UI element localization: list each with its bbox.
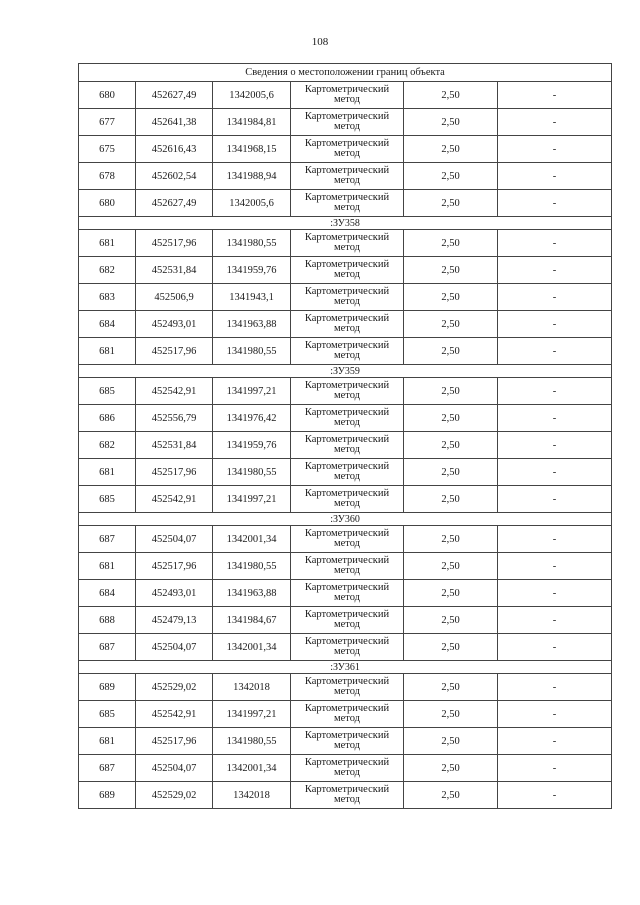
point-number-cell: 683 <box>79 284 136 311</box>
table-row <box>79 674 612 701</box>
table-row <box>79 136 612 163</box>
x-coordinate-cell: 452529,02 <box>136 782 213 809</box>
table-row <box>79 701 612 728</box>
table-title: Сведения о местоположении границ объекта <box>79 64 612 82</box>
note-cell: - <box>498 82 612 109</box>
note-cell: - <box>498 136 612 163</box>
x-coordinate-cell: 452616,43 <box>136 136 213 163</box>
y-coordinate-cell: 1341997,21 <box>213 486 291 513</box>
point-number-cell: 689 <box>79 674 136 701</box>
table-row <box>79 163 612 190</box>
page-number: 108 <box>311 36 329 48</box>
method-line-1: Картометрический <box>304 703 390 714</box>
point-number-cell: 687 <box>79 634 136 661</box>
note-cell: - <box>498 230 612 257</box>
accuracy-cell: 2,50 <box>404 82 498 109</box>
method-cell <box>291 338 404 365</box>
y-coordinate-cell: 1341968,15 <box>213 136 291 163</box>
point-number-cell: 677 <box>79 109 136 136</box>
table-row <box>79 378 612 405</box>
note-cell: - <box>498 607 612 634</box>
method-cell <box>291 634 404 661</box>
section-label: :ЗУ361 <box>79 661 612 674</box>
y-coordinate-cell: 1341959,76 <box>213 432 291 459</box>
note-cell: - <box>498 486 612 513</box>
x-coordinate-cell: 452531,84 <box>136 257 213 284</box>
method-line-1: Картометрический <box>304 434 390 445</box>
point-number-cell: 689 <box>79 782 136 809</box>
point-number-cell: 681 <box>79 230 136 257</box>
note-cell: - <box>498 728 612 755</box>
y-coordinate-cell: 1341963,88 <box>213 311 291 338</box>
point-number-cell: 688 <box>79 607 136 634</box>
method-line-1: Картометрический <box>304 380 390 391</box>
method-line-1: Картометрический <box>304 111 390 122</box>
x-coordinate-cell: 452602,54 <box>136 163 213 190</box>
table-row <box>79 553 612 580</box>
method-line-2: метод <box>333 148 361 159</box>
y-coordinate-cell: 1342001,34 <box>213 755 291 782</box>
x-coordinate-cell: 452504,07 <box>136 526 213 553</box>
note-cell: - <box>498 257 612 284</box>
method-cell <box>291 553 404 580</box>
method-cell <box>291 311 404 338</box>
y-coordinate-cell: 1341976,42 <box>213 405 291 432</box>
method-line-2: метод <box>333 767 361 778</box>
table-row <box>79 728 612 755</box>
accuracy-cell: 2,50 <box>404 163 498 190</box>
method-cell <box>291 284 404 311</box>
note-cell: - <box>498 432 612 459</box>
method-cell <box>291 486 404 513</box>
method-line-2: метод <box>333 471 361 482</box>
accuracy-cell: 2,50 <box>404 553 498 580</box>
y-coordinate-cell: 1341997,21 <box>213 701 291 728</box>
accuracy-cell: 2,50 <box>404 607 498 634</box>
note-cell: - <box>498 405 612 432</box>
note-cell: - <box>498 338 612 365</box>
method-cell <box>291 432 404 459</box>
table-row <box>79 634 612 661</box>
y-coordinate-cell: 1341997,21 <box>213 378 291 405</box>
x-coordinate-cell: 452627,49 <box>136 190 213 217</box>
accuracy-cell: 2,50 <box>404 459 498 486</box>
method-cell <box>291 109 404 136</box>
x-coordinate-cell: 452542,91 <box>136 486 213 513</box>
method-cell <box>291 459 404 486</box>
accuracy-cell: 2,50 <box>404 405 498 432</box>
method-line-2: метод <box>333 565 361 576</box>
method-line-2: метод <box>333 269 361 280</box>
note-cell: - <box>498 526 612 553</box>
method-line-1: Картометрический <box>304 192 390 203</box>
x-coordinate-cell: 452627,49 <box>136 82 213 109</box>
note-cell: - <box>498 459 612 486</box>
point-number-cell: 678 <box>79 163 136 190</box>
point-number-cell: 684 <box>79 311 136 338</box>
accuracy-cell: 2,50 <box>404 580 498 607</box>
method-line-1: Картометрический <box>304 138 390 149</box>
method-line-1: Картометрический <box>304 676 390 687</box>
section-row <box>79 661 612 674</box>
method-line-2: метод <box>333 686 361 697</box>
point-number-cell: 685 <box>79 701 136 728</box>
method-line-1: Картометрический <box>304 259 390 270</box>
table-row <box>79 284 612 311</box>
section-row <box>79 365 612 378</box>
x-coordinate-cell: 452542,91 <box>136 378 213 405</box>
method-line-2: метод <box>333 619 361 630</box>
x-coordinate-cell: 452529,02 <box>136 674 213 701</box>
accuracy-cell: 2,50 <box>404 526 498 553</box>
table-header-row <box>79 64 612 82</box>
accuracy-cell: 2,50 <box>404 755 498 782</box>
note-cell: - <box>498 190 612 217</box>
x-coordinate-cell: 452531,84 <box>136 432 213 459</box>
table-body <box>79 64 612 809</box>
table-row <box>79 755 612 782</box>
method-cell <box>291 82 404 109</box>
point-number-cell: 684 <box>79 580 136 607</box>
note-cell: - <box>498 378 612 405</box>
method-cell <box>291 674 404 701</box>
y-coordinate-cell: 1341984,81 <box>213 109 291 136</box>
x-coordinate-cell: 452517,96 <box>136 338 213 365</box>
table-row <box>79 459 612 486</box>
y-coordinate-cell: 1341988,94 <box>213 163 291 190</box>
method-cell <box>291 257 404 284</box>
method-cell <box>291 163 404 190</box>
x-coordinate-cell: 452493,01 <box>136 580 213 607</box>
note-cell: - <box>498 634 612 661</box>
method-cell <box>291 701 404 728</box>
note-cell: - <box>498 284 612 311</box>
section-row <box>79 513 612 526</box>
method-line-2: метод <box>333 592 361 603</box>
y-coordinate-cell: 1341984,67 <box>213 607 291 634</box>
method-cell <box>291 405 404 432</box>
method-line-2: метод <box>333 202 361 213</box>
method-line-1: Картометрический <box>304 730 390 741</box>
table-row <box>79 580 612 607</box>
method-line-1: Картометрический <box>304 582 390 593</box>
table-row <box>79 109 612 136</box>
x-coordinate-cell: 452517,96 <box>136 728 213 755</box>
method-line-2: метод <box>333 390 361 401</box>
method-line-2: метод <box>333 794 361 805</box>
method-line-2: метод <box>333 350 361 361</box>
method-line-2: метод <box>333 538 361 549</box>
boundary-coordinates-table <box>78 63 612 809</box>
y-coordinate-cell: 1342001,34 <box>213 634 291 661</box>
x-coordinate-cell: 452479,13 <box>136 607 213 634</box>
method-line-2: метод <box>333 498 361 509</box>
note-cell: - <box>498 163 612 190</box>
method-line-1: Картометрический <box>304 609 390 620</box>
method-cell <box>291 728 404 755</box>
point-number-cell: 680 <box>79 82 136 109</box>
method-line-1: Картометрический <box>304 407 390 418</box>
method-line-1: Картометрический <box>304 636 390 647</box>
method-line-1: Картометрический <box>304 757 390 768</box>
table-row <box>79 405 612 432</box>
point-number-cell: 680 <box>79 190 136 217</box>
method-cell <box>291 755 404 782</box>
note-cell: - <box>498 782 612 809</box>
section-label: :ЗУ358 <box>79 217 612 230</box>
table-row <box>79 82 612 109</box>
method-cell <box>291 190 404 217</box>
accuracy-cell: 2,50 <box>404 432 498 459</box>
accuracy-cell: 2,50 <box>404 284 498 311</box>
table-row <box>79 486 612 513</box>
method-cell <box>291 526 404 553</box>
accuracy-cell: 2,50 <box>404 338 498 365</box>
note-cell: - <box>498 311 612 338</box>
method-line-1: Картометрический <box>304 340 390 351</box>
method-cell <box>291 782 404 809</box>
method-line-2: метод <box>333 713 361 724</box>
x-coordinate-cell: 452641,38 <box>136 109 213 136</box>
method-line-1: Картометрический <box>304 784 390 795</box>
table-row <box>79 230 612 257</box>
method-cell <box>291 230 404 257</box>
table-row <box>79 782 612 809</box>
y-coordinate-cell: 1342018 <box>213 782 291 809</box>
method-line-1: Картометрический <box>304 488 390 499</box>
x-coordinate-cell: 452504,07 <box>136 755 213 782</box>
accuracy-cell: 2,50 <box>404 701 498 728</box>
y-coordinate-cell: 1342018 <box>213 674 291 701</box>
point-number-cell: 681 <box>79 459 136 486</box>
method-cell <box>291 136 404 163</box>
accuracy-cell: 2,50 <box>404 782 498 809</box>
note-cell: - <box>498 701 612 728</box>
x-coordinate-cell: 452556,79 <box>136 405 213 432</box>
method-line-1: Картометрический <box>304 555 390 566</box>
point-number-cell: 685 <box>79 486 136 513</box>
x-coordinate-cell: 452517,96 <box>136 230 213 257</box>
y-coordinate-cell: 1341980,55 <box>213 553 291 580</box>
method-line-2: метод <box>333 646 361 657</box>
method-line-2: метод <box>333 323 361 334</box>
accuracy-cell: 2,50 <box>404 230 498 257</box>
y-coordinate-cell: 1341943,1 <box>213 284 291 311</box>
method-line-2: метод <box>333 94 361 105</box>
x-coordinate-cell: 452493,01 <box>136 311 213 338</box>
accuracy-cell: 2,50 <box>404 674 498 701</box>
method-line-1: Картометрический <box>304 528 390 539</box>
y-coordinate-cell: 1342005,6 <box>213 190 291 217</box>
point-number-cell: 687 <box>79 755 136 782</box>
section-label: :ЗУ360 <box>79 513 612 526</box>
note-cell: - <box>498 755 612 782</box>
point-number-cell: 681 <box>79 553 136 580</box>
note-cell: - <box>498 674 612 701</box>
accuracy-cell: 2,50 <box>404 109 498 136</box>
point-number-cell: 686 <box>79 405 136 432</box>
x-coordinate-cell: 452542,91 <box>136 701 213 728</box>
table-row <box>79 338 612 365</box>
point-number-cell: 687 <box>79 526 136 553</box>
method-line-1: Картометрический <box>304 313 390 324</box>
method-line-1: Картометрический <box>304 165 390 176</box>
method-cell <box>291 607 404 634</box>
accuracy-cell: 2,50 <box>404 378 498 405</box>
method-line-2: метод <box>333 175 361 186</box>
note-cell: - <box>498 553 612 580</box>
table-row <box>79 526 612 553</box>
table-row <box>79 311 612 338</box>
accuracy-cell: 2,50 <box>404 486 498 513</box>
method-line-1: Картометрический <box>304 461 390 472</box>
x-coordinate-cell: 452504,07 <box>136 634 213 661</box>
accuracy-cell: 2,50 <box>404 257 498 284</box>
y-coordinate-cell: 1341980,55 <box>213 728 291 755</box>
accuracy-cell: 2,50 <box>404 728 498 755</box>
method-line-1: Картометрический <box>304 232 390 243</box>
table-row <box>79 607 612 634</box>
point-number-cell: 681 <box>79 728 136 755</box>
point-number-cell: 681 <box>79 338 136 365</box>
y-coordinate-cell: 1341959,76 <box>213 257 291 284</box>
method-cell <box>291 378 404 405</box>
method-line-1: Картометрический <box>304 84 390 95</box>
point-number-cell: 682 <box>79 432 136 459</box>
point-number-cell: 682 <box>79 257 136 284</box>
method-line-2: метод <box>333 444 361 455</box>
table-row <box>79 257 612 284</box>
method-cell <box>291 580 404 607</box>
method-line-2: метод <box>333 296 361 307</box>
method-line-2: метод <box>333 121 361 132</box>
y-coordinate-cell: 1341980,55 <box>213 459 291 486</box>
note-cell: - <box>498 109 612 136</box>
y-coordinate-cell: 1341980,55 <box>213 230 291 257</box>
section-row <box>79 217 612 230</box>
table-row <box>79 190 612 217</box>
y-coordinate-cell: 1342001,34 <box>213 526 291 553</box>
accuracy-cell: 2,50 <box>404 136 498 163</box>
y-coordinate-cell: 1341963,88 <box>213 580 291 607</box>
method-line-2: метод <box>333 242 361 253</box>
accuracy-cell: 2,50 <box>404 190 498 217</box>
point-number-cell: 675 <box>79 136 136 163</box>
x-coordinate-cell: 452517,96 <box>136 553 213 580</box>
table-row <box>79 432 612 459</box>
note-cell: - <box>498 580 612 607</box>
y-coordinate-cell: 1341980,55 <box>213 338 291 365</box>
point-number-cell: 685 <box>79 378 136 405</box>
x-coordinate-cell: 452506,9 <box>136 284 213 311</box>
method-line-1: Картометрический <box>304 286 390 297</box>
section-label: :ЗУ359 <box>79 365 612 378</box>
method-line-2: метод <box>333 740 361 751</box>
y-coordinate-cell: 1342005,6 <box>213 82 291 109</box>
method-line-2: метод <box>333 417 361 428</box>
accuracy-cell: 2,50 <box>404 311 498 338</box>
x-coordinate-cell: 452517,96 <box>136 459 213 486</box>
accuracy-cell: 2,50 <box>404 634 498 661</box>
